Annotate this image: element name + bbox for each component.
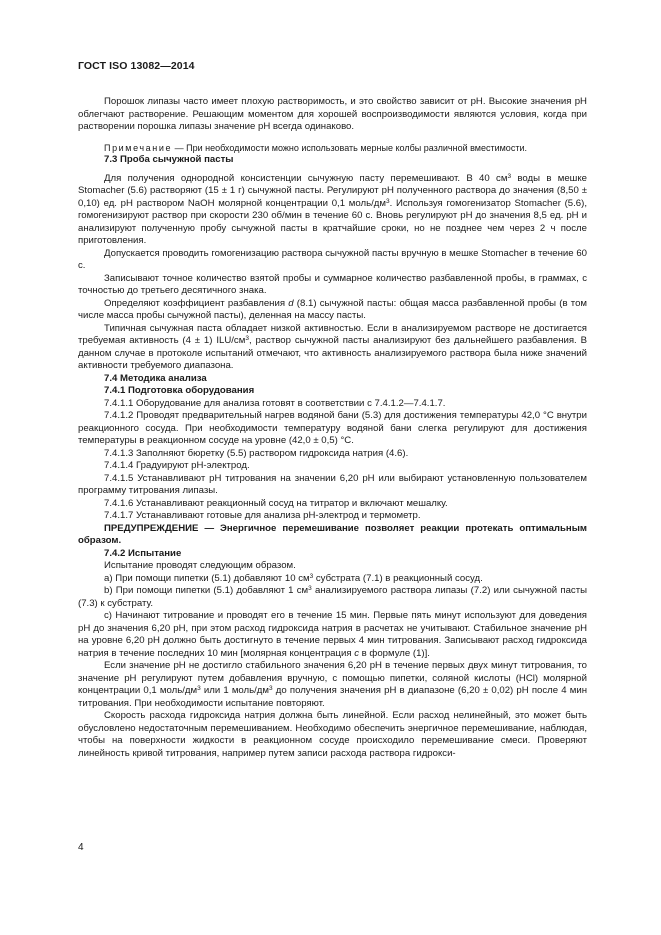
item-7-4-1-1: 7.4.1.1 Оборудование для анализа готовят в соответствии с 7.4.1.2—7.4.1.7. (104, 397, 446, 409)
section-7-4-2-paragraph-2: Скорость расхода гидроксида натрия должна быть линейной. Если расход нелинейный, это может быть обусловлено недостаточным перемешиванием. Необходимо обеспечить энергичное перемешивание, наблюдая, чтобы на поверхности жидкости в реакционном сосуде происходило перемешивание смеси. Проверяют линейность кривой титрования, например путем записи расхода раствора гидрокси- (78, 710, 587, 759)
text-run: . Используя гомогенизатор Stomacher (5.6), гомогенизируют раствор при скорости 230 об/мин в течение 60 с. Вновь регулируют pH до значения 8,5 ед. pH и анализируют полученную пробу сычужной пасты в кратчайшие сроки, но не позднее чем через 2 ч после приготовления. (78, 197, 587, 246)
intro-paragraph: Порошок липазы часто имеет плохую растворимость, и это свойство зависит от pH. Высокие значения pH облегчают растворение. Решающим моментом для хорошей воспроизводимости являются условия, когда при растворении порошка липазы значение pH всегда одинаково. (78, 96, 587, 132)
section-7-3-paragraph-3: Записывают точное количество взятой пробы и суммарное количество разбавленной пробы, в граммах, с точностью до третьего десятичного знака. (78, 272, 587, 296)
text-run: воды в мешке Stomacher (5.6) растворяют (15 ± 1 г) сычужной пасты. Регулируют pH полученного раствора до значения (8,50 ± 0,10) ед. pH раствором NaOH молярной концентрации 0,1 моль/дм (78, 172, 588, 209)
item-7-4-1-7: 7.4.1.7 Устанавливают готовые для анализа pH-электрод и термометр. (104, 510, 421, 521)
text-run: или 1 моль/дм (200, 685, 270, 696)
note-label: Примечание (104, 142, 173, 153)
note-paragraph (78, 142, 587, 155)
superscript: 3 (309, 572, 314, 580)
variable-c: c (354, 647, 359, 659)
section-7-3-heading: 7.3 Проба сычужной пасты (104, 154, 234, 165)
section-7-3-paragraph-1 (78, 173, 587, 248)
text-run: Для получения однородной консистенции сычужную пасту перемешивают. В 40 см (104, 172, 508, 184)
text-run: a) При помощи пипетки (5.1) добавляют 10 см (104, 572, 310, 584)
variable-d: d (288, 297, 294, 309)
section-7-4-heading: 7.4 Методика анализа (104, 372, 207, 384)
note-text: — При необходимости можно использовать мерные колбы различной вместимости. (172, 142, 527, 153)
item-7-4-1-6: 7.4.1.6 Устанавливают реакционный сосуд на титратор и включают мешалку. (104, 497, 448, 509)
section-7-4-1-heading: 7.4.1 Подготовка оборудования (104, 385, 255, 396)
section-7-4-2-paragraph-1 (78, 660, 587, 710)
section-7-4-2-heading: 7.4.2 Испытание (104, 547, 182, 559)
item-7-4-1-2: 7.4.1.2 Проводят предварительный нагрев водяной бани (5.3) для достижения температуры 42,0 °С внутри реакционного сосуда. При необходимости температуру водяной бани слегка регулируют для достижения температуры в реакционном сосуде на уровне (42,0 ± 0,5) °С. (78, 410, 587, 446)
text-run: анализируемого раствора липазы (7.2) или сычужной пасты (7.3) к субстрату. (78, 585, 587, 609)
step-c (78, 610, 587, 660)
text-run: в формуле (1)]. (359, 647, 430, 659)
text-run: Если значение pH не достигло стабильного значения 6,20 pH в течение первых двух минут титрования, то значение pH регулируют путем добавления вручную, с помощью пипетки, соляной кислоты (HCl) молярной концентрации 0,1 моль/дм (78, 660, 587, 696)
item-7-4-1-3: 7.4.1.3 Заполняют бюретку (5.5) раствором гидроксида натрия (4.6). (104, 447, 409, 459)
section-7-3-paragraph-4 (78, 298, 587, 323)
section-7-3-paragraph-5 (78, 323, 587, 373)
item-7-4-1-4: 7.4.1.4 Градуируют pH-электрод. (104, 460, 250, 471)
text-run: Определяют коэффициент разбавления (104, 297, 289, 309)
text-run: (8.1) сычужной пасты: общая масса разбавленной пробы (в том числе масса пробы сычужной пасты), деленная на массу пасты. (78, 297, 587, 321)
section-7-4-2-intro: Испытание проводят следующим образом. (104, 560, 296, 571)
superscript: 3 (197, 685, 201, 692)
document-header: ГОСТ ISO 13082—2014 (78, 60, 195, 72)
step-b (78, 585, 587, 610)
text-run: b) При помощи пипетки (5.1) добавляют 1 см (104, 585, 309, 596)
text-run: c) Начинают титрование и проводят его в течение 15 мин. Первые пять минут используют для доведения pH до значения 6,20 pH, при этом расход гидроксида натрия в расчетах не учитывают. Стабильное значение pH на уровне 6,20 pH должно быть достигнуто в течение первых 4 мин титрования. Записывают расход гидроксида натрия в течение последних 10 мин [молярная концентрация (78, 610, 587, 659)
superscript: 3 (269, 685, 273, 692)
superscript: 3 (245, 335, 249, 342)
superscript: 3 (507, 172, 512, 180)
text-run: субстрата (7.1) в реакционный сосуд. (313, 572, 483, 584)
text-run: , раствор сычужной пасты анализируют без дальнейшего разбавления. В данном случае в протоколе испытаний отмечают, что активность анализируемого раствора была ниже значений активности требуемого диапазона. (78, 335, 587, 371)
page-number: 4 (78, 842, 84, 853)
superscript: 3 (385, 197, 390, 205)
text-run: до получения значения pH в диапазоне (6,20 ± 0,02) pH после 4 мин титрования. При необходимости испытание повторяют. (78, 685, 587, 709)
item-7-4-1-5: 7.4.1.5 Устанавливают pH титрования на значении 6,20 pH или выбирают установленную пользователем программу титрования липазы. (78, 472, 587, 496)
step-a (78, 573, 587, 586)
superscript: 3 (308, 585, 312, 592)
section-7-3-paragraph-2: Допускается проводить гомогенизацию раствора сычужной пасты вручную в мешке Stomacher в течение 60 с. (78, 247, 587, 271)
text-run: Типичная сычужная паста обладает низкой активностью. Если в анализируемом растворе не достигается требуемая активность (4 ± 1) ILU/см (78, 322, 587, 346)
page-body (78, 96, 587, 760)
warning-paragraph: ПРЕДУПРЕЖДЕНИЕ — Энергичное перемешивание позволяет реакции протекать оптимальным образом. (78, 522, 587, 546)
